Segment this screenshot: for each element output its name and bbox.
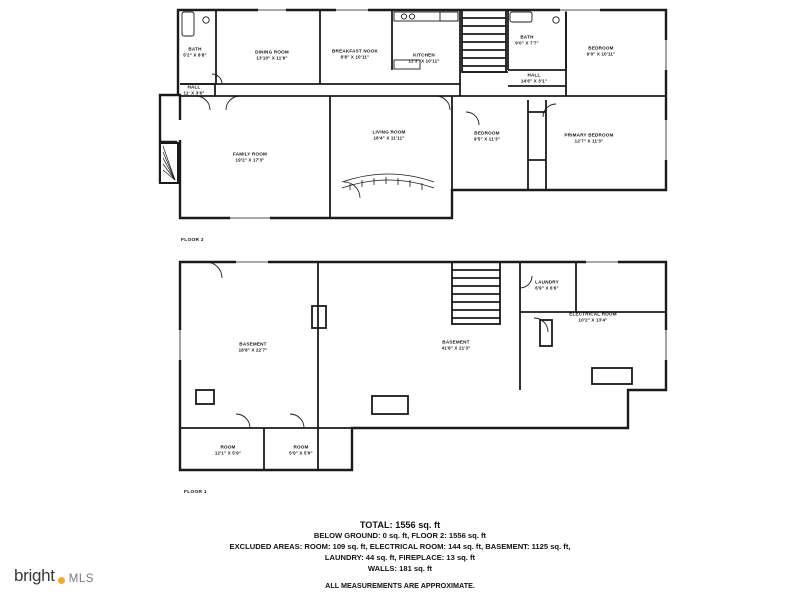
room-dimensions: 9'5" X 11'3" — [474, 136, 500, 142]
room-dimensions: 12'1" X 5'9" — [214, 450, 242, 456]
room-name: ROOM — [220, 444, 236, 450]
room-name: BASEMENT — [442, 339, 470, 345]
room-name: BEDROOM — [588, 45, 614, 51]
room-name: DINING ROOM — [255, 49, 289, 55]
room-dimensions: 11'3" X 10'11" — [408, 58, 440, 64]
brand-suffix: MLS — [68, 573, 94, 585]
room-name: HALL — [527, 72, 541, 78]
room-name: BATH — [188, 46, 202, 52]
room-dimensions: 12'7" X 11'3" — [574, 138, 604, 144]
area-summary — [0, 520, 800, 590]
room-name: LIVING ROOM — [372, 129, 406, 135]
room-name: BEDROOM — [474, 130, 500, 136]
room-name: ELECTRICAL ROOM — [569, 311, 617, 317]
room-dimensions: 18'4" X 11'11" — [373, 135, 405, 141]
summary-below-ground: BELOW GROUND: 0 sq. ft, FLOOR 2: 1556 sq. ft — [313, 531, 487, 540]
room-name: BREAKFAST NOOK — [332, 48, 378, 54]
summary-disclaimer: ALL MEASUREMENTS ARE APPROXIMATE. — [325, 581, 475, 590]
floor-1-plan — [180, 262, 666, 470]
brand-name: bright — [14, 566, 55, 585]
room-dimensions: 10'2" X 13'4" — [578, 317, 608, 323]
room-name: ROOM — [293, 444, 309, 450]
room-dimensions: 14'6" X 3'1" — [520, 78, 548, 84]
floor-2-plan — [160, 10, 666, 218]
room-name: HALL — [187, 84, 201, 90]
summary-total: TOTAL: 1556 sq. ft — [359, 520, 441, 530]
room-dimensions: 18'8" X 22'7" — [238, 347, 268, 353]
room-name: KITCHEN — [413, 52, 435, 58]
room-dimensions: 8'8" X 10'11" — [340, 54, 370, 60]
exterior-wall-floor1 — [180, 262, 666, 470]
brand-dot-icon — [58, 577, 65, 584]
room-dimensions: 9'0" X 7'7" — [515, 40, 539, 46]
room-dimensions: 9'0" X 10'11" — [586, 51, 616, 57]
room-dimensions: 11' X 3'6" — [183, 90, 205, 96]
room-dimensions: 6'9" X 6'6" — [535, 285, 559, 291]
room-dimensions: 41'8" X 21'3" — [441, 345, 471, 351]
summary-excluded-areas-cont: LAUNDRY: 44 sq. ft, FIREPLACE: 13 sq. ft — [324, 553, 476, 562]
summary-walls: WALLS: 181 sq. ft — [367, 564, 433, 573]
room-dimensions: 13'10" X 11'6" — [256, 55, 288, 61]
floor-tag-floor1: FLOOR 1 — [184, 490, 207, 495]
room-dimensions: 5'9" X 5'9" — [289, 450, 313, 456]
room-dimensions: 19'2" X 17'3" — [235, 157, 265, 163]
exterior-wall-floor2 — [160, 10, 666, 218]
brand-logo — [14, 566, 94, 586]
summary-excluded-areas: EXCLUDED AREAS: ROOM: 109 sq. ft, ELECTRICAL ROOM: 144 sq. ft, BASEMENT: 1125 sq. ft, — [229, 542, 571, 551]
room-dimensions: 5'2" X 8'8" — [183, 52, 207, 58]
room-name: PRIMARY BEDROOM — [564, 132, 614, 138]
room-name: BATH — [520, 34, 534, 40]
floor-tag-floor2: FLOOR 2 — [181, 238, 204, 243]
room-name: FAMILY ROOM — [232, 151, 268, 157]
room-name: BASEMENT — [239, 341, 267, 347]
room-name: LAUNDRY — [535, 279, 559, 285]
